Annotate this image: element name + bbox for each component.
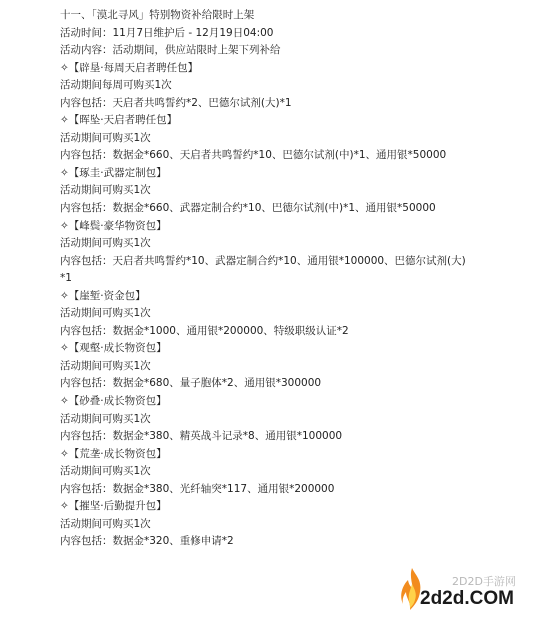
pack-limit-funds: 活动期间可购买1次 [60, 307, 151, 320]
pack-limit-deluxe: 活动期间可购买1次 [60, 237, 151, 250]
pack-limit-growth-2: 活动期间可购买1次 [60, 412, 151, 425]
pack-contents-deluxe-cont: *1 [60, 272, 72, 285]
pack-title-weapon: ✧【琢圭·武器定制包】 [60, 166, 167, 179]
pack-contents-deluxe: 内容包括：天启者共鸣誓约*10、武器定制合约*10、通用银*100000、巴德尔试剂(大) [60, 254, 466, 267]
watermark-site-name: 2D2D手游网 [452, 575, 516, 588]
pack-title-logistics: ✧【摧坚·后勤提升包】 [60, 500, 167, 513]
pack-limit-weapon: 活动期间可购买1次 [60, 184, 151, 197]
pack-title-recruit: ✧【晖坠·天启者聘任包】 [60, 114, 178, 127]
pack-contents-weapon: 内容包括：数据金*660、武器定制合约*10、巴德尔试剂(中)*1、通用银*50000 [60, 202, 436, 215]
section-title: 十一、「漠北寻风」特别物资补给限时上架 [60, 9, 255, 21]
pack-title-growth-3: ✧【荒垄·成长物资包】 [60, 447, 167, 460]
watermark-domain: 2d2d.COM [420, 588, 514, 609]
pack-contents-growth-3: 内容包括：数据金*380、光纤轴突*117、通用银*200000 [60, 482, 335, 495]
pack-contents-growth-2: 内容包括：数据金*380、精英战斗记录*8、通用银*100000 [60, 430, 343, 443]
pack-title-growth-2: ✧【砂叠·成长物资包】 [60, 395, 167, 408]
pack-contents-funds: 内容包括：数据金*1000、通用银*200000、特级职级认证*2 [60, 324, 349, 337]
pack-title-deluxe: ✧【峰鬓·豪华物资包】 [60, 219, 167, 232]
pack-contents-recruit: 内容包括：数据金*660、天启者共鸣誓约*10、巴德尔试剂(中)*1、通用银*50000 [60, 149, 447, 162]
event-content: 活动内容：活动期间，供应站限时上架下列补给 [60, 44, 281, 57]
pack-limit-recruit: 活动期间可购买1次 [60, 131, 151, 144]
announcement-body [60, 7, 530, 551]
pack-title-funds: ✧【崖堑·资金包】 [60, 289, 146, 302]
pack-limit-logistics: 活动期间可购买1次 [60, 517, 151, 530]
pack-limit-growth-3: 活动期间可购买1次 [60, 465, 151, 478]
pack-contents-growth-1: 内容包括：数据金*680、量子胞体*2、通用银*300000 [60, 377, 322, 390]
pack-contents-logistics: 内容包括：数据金*320、重修申请*2 [60, 535, 234, 548]
pack-limit-weekly-recruit: 活动期间每周可购买1次 [60, 79, 172, 92]
pack-contents-weekly-recruit: 内容包括：天启者共鸣誓约*2、巴德尔试剂(大)*1 [60, 96, 292, 109]
pack-title-weekly-recruit: ✧【辟垦·每周天启者聘任包】 [60, 61, 199, 74]
event-time: 活动时间：11月7日维护后 - 12月19日04:00 [60, 26, 274, 39]
pack-limit-growth-1: 活动期间可购买1次 [60, 359, 151, 372]
pack-title-growth-1: ✧【观壑·成长物资包】 [60, 342, 167, 355]
